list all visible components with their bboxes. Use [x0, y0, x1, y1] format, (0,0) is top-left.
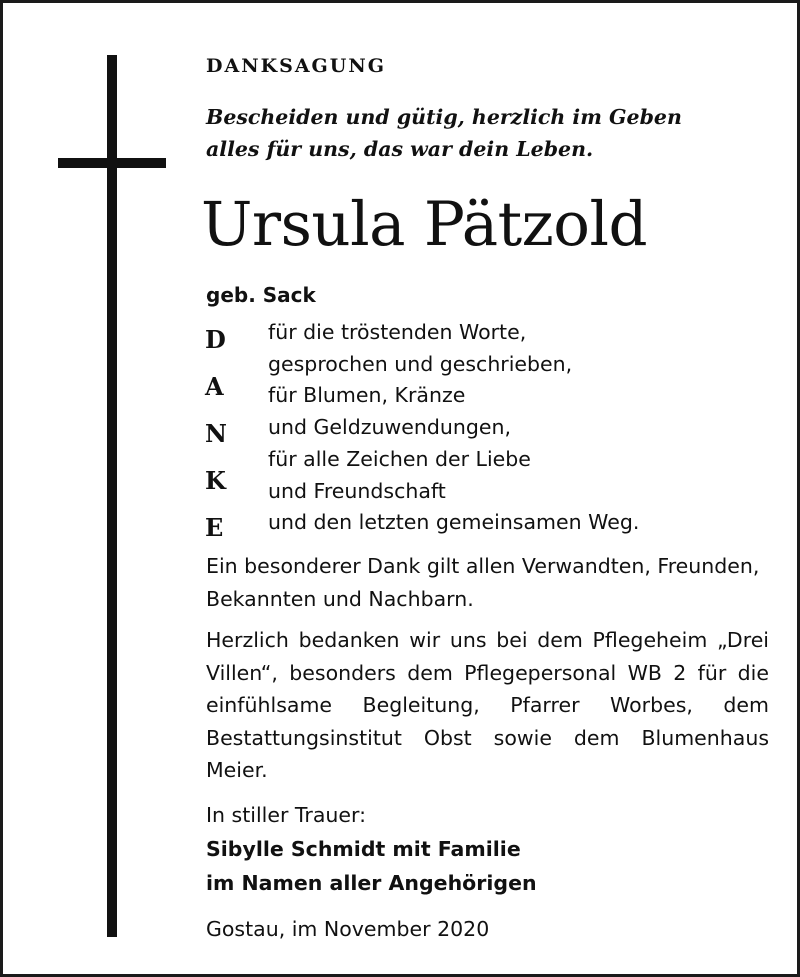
thanks-line: und den letzten gemeinsamen Weg.: [268, 510, 640, 535]
cross-horizontal-bar: [58, 158, 166, 168]
danke-letter: N: [205, 419, 227, 448]
place-date: Gostau, im November 2020: [206, 917, 490, 941]
mourning-block: [206, 798, 537, 900]
cross-vertical-bar: [107, 55, 117, 937]
signatory-line: im Namen aller Angehörigen: [206, 871, 537, 895]
danke-letter: E: [205, 513, 224, 542]
memorial-verse: [206, 101, 682, 165]
verse-line: alles für uns, das war dein Leben.: [206, 137, 594, 161]
deceased-name: Ursula Pätzold: [201, 189, 648, 260]
verse-line: Bescheiden und gütig, herzlich im Geben: [206, 105, 682, 129]
mourning-intro: In stiller Trauer:: [206, 803, 366, 827]
thanks-line: und Freundschaft: [268, 478, 446, 503]
thanks-line: für alle Zeichen der Liebe: [268, 446, 531, 471]
thanks-list: [268, 317, 639, 539]
maiden-name: geb. Sack: [206, 283, 316, 307]
special-thanks-paragraph: Ein besonderer Dank gilt allen Verwandten, Freunden, Bekannten und Nachbarn.: [206, 554, 760, 611]
care-home-thanks-paragraph: Herzlich bedanken wir uns bei dem Pflegeheim „Drei Villen“, besonders dem Pflegepersonal WB 2 für die einfühlsame Begleitung, Pfarrer Worbes, dem Bestattungsinstitut Obst sowie dem Blumenhaus Meier.: [206, 628, 769, 782]
danke-letter: A: [205, 372, 224, 401]
signatory-line: Sibylle Schmidt mit Familie: [206, 837, 521, 861]
thanks-line: und Geldzuwendungen,: [268, 415, 511, 440]
notice-heading: DANKSAGUNG: [206, 55, 386, 77]
danke-letter: D: [205, 325, 226, 354]
thanks-line: für Blumen, Kränze: [268, 383, 466, 408]
thanks-line: gesprochen und geschrieben,: [268, 351, 573, 376]
danke-letter: K: [205, 466, 226, 495]
thanks-line: für die tröstenden Worte,: [268, 320, 527, 344]
